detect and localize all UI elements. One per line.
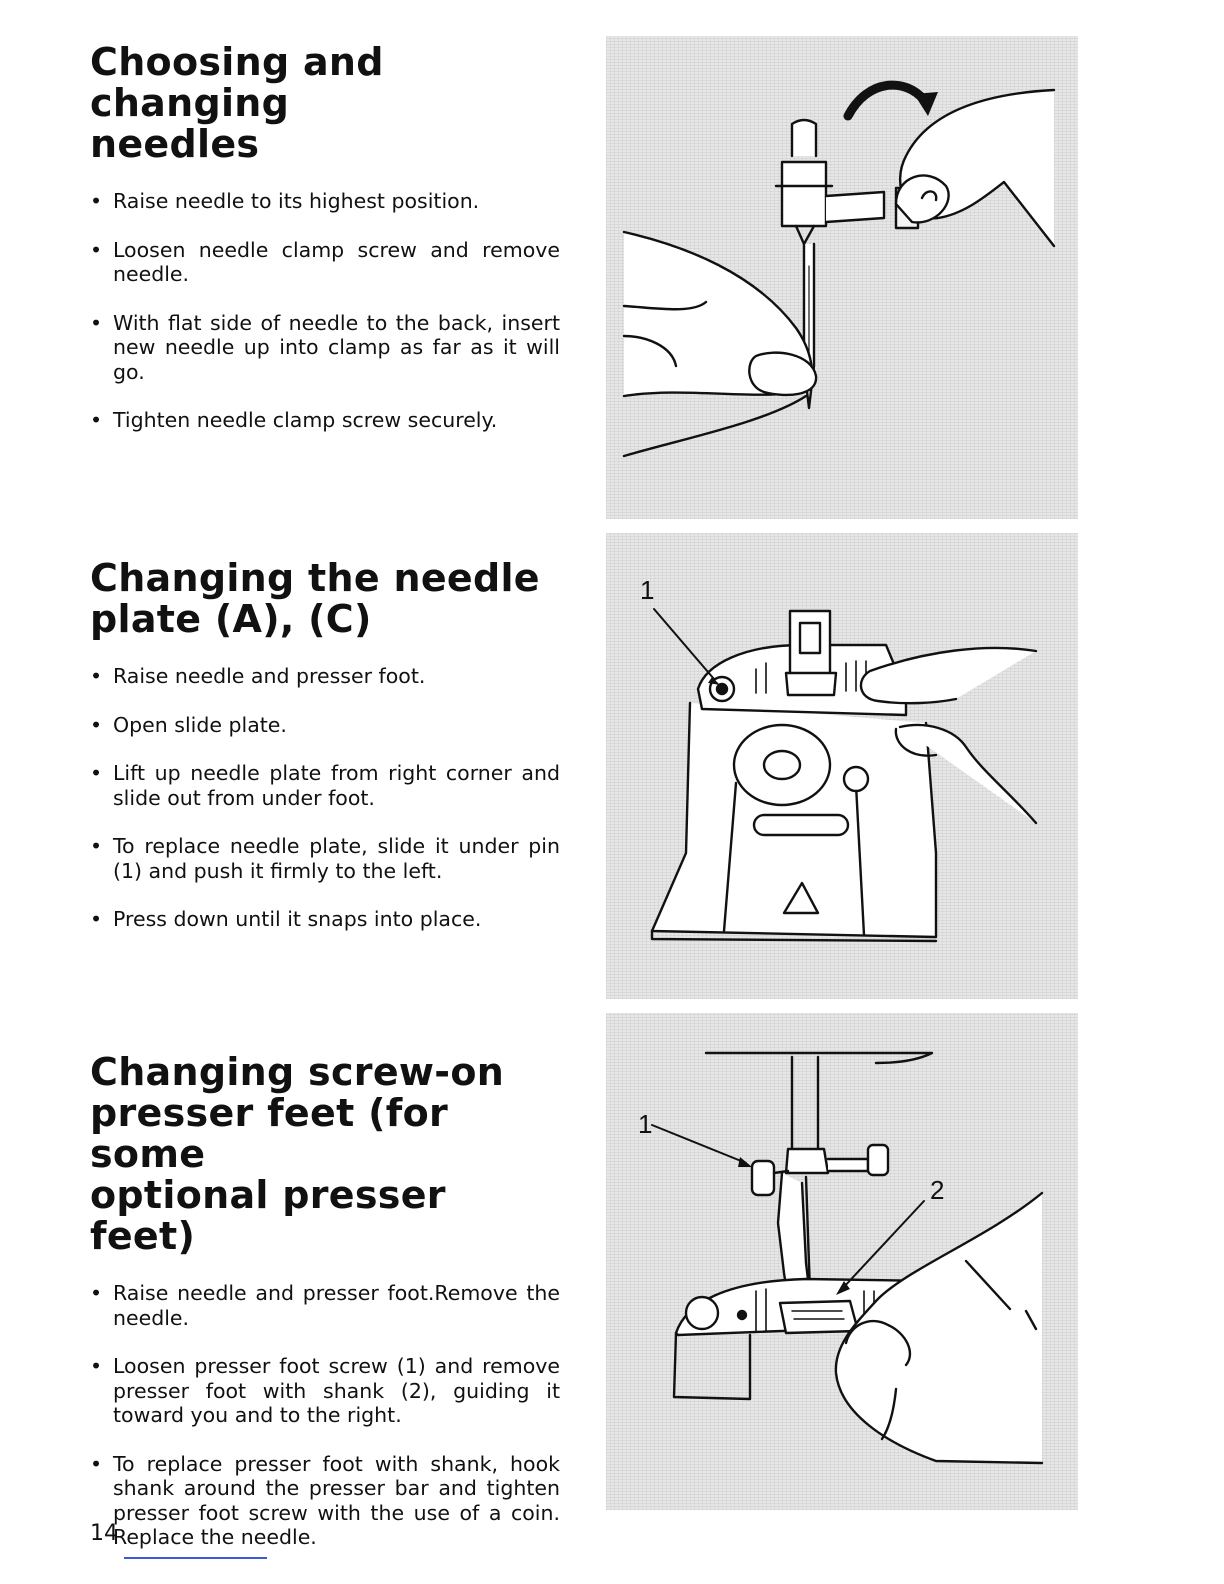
title-line-2: plate (A), (C) [90, 597, 372, 641]
step-item: • Loosen presser foot screw (1) and remove presser foot with shank (2), guiding it toward you and to the right. [90, 1354, 560, 1428]
step-item: • Open slide plate. [90, 713, 560, 738]
section-title [90, 558, 560, 640]
section-presser-feet [90, 1052, 560, 1550]
title-line-3: optional presser feet) [90, 1173, 446, 1258]
step-item: • Lift up needle plate from right corner and slide out from under foot. [90, 761, 560, 810]
step-list [90, 664, 560, 932]
needle-change-drawing [606, 36, 1078, 519]
step-item: • Raise needle and presser foot. [90, 664, 560, 689]
callout-2: 2 [930, 1175, 945, 1205]
title-line-2: presser feet (for some [90, 1091, 449, 1176]
presser-foot-illustration [606, 1013, 1078, 1510]
title-line-1: Changing screw-on [90, 1050, 505, 1094]
footer-rule [124, 1557, 267, 1559]
presser-foot-drawing [606, 1013, 1078, 1510]
step-list [90, 189, 560, 433]
title-line-1: Changing the needle [90, 556, 540, 600]
section-needle-plate [90, 558, 560, 932]
step-item: • With flat side of needle to the back, insert new needle up into clamp as far as it will go. [90, 311, 560, 385]
title-line-2: needles [90, 122, 260, 166]
step-item: • Loosen needle clamp screw and remove needle. [90, 238, 560, 287]
rotation-arrow-icon [848, 85, 924, 116]
step-item: • Raise needle to its highest position. [90, 189, 560, 214]
step-item: • To replace presser foot with shank, hook shank around the presser bar and tighten presser foot screw with the use of a coin. Replace the needle. [90, 1452, 560, 1550]
section-choosing-needles [90, 42, 560, 433]
needle-change-illustration [606, 36, 1078, 519]
callout-1: 1 [638, 1109, 653, 1139]
needle-plate-drawing [606, 533, 1078, 999]
page-number: 14 [90, 1521, 118, 1546]
section-title [90, 1052, 560, 1257]
title-line-1: Choosing and changing [90, 40, 384, 125]
section-title [90, 42, 560, 165]
callout-1: 1 [640, 575, 655, 605]
step-item: • Tighten needle clamp screw securely. [90, 408, 560, 433]
step-item: • To replace needle plate, slide it under pin (1) and push it firmly to the left. [90, 834, 560, 883]
step-item: • Raise needle and presser foot.Remove the needle. [90, 1281, 560, 1330]
step-list [90, 1281, 560, 1550]
needle-plate-illustration [606, 533, 1078, 999]
step-item: • Press down until it snaps into place. [90, 907, 560, 932]
